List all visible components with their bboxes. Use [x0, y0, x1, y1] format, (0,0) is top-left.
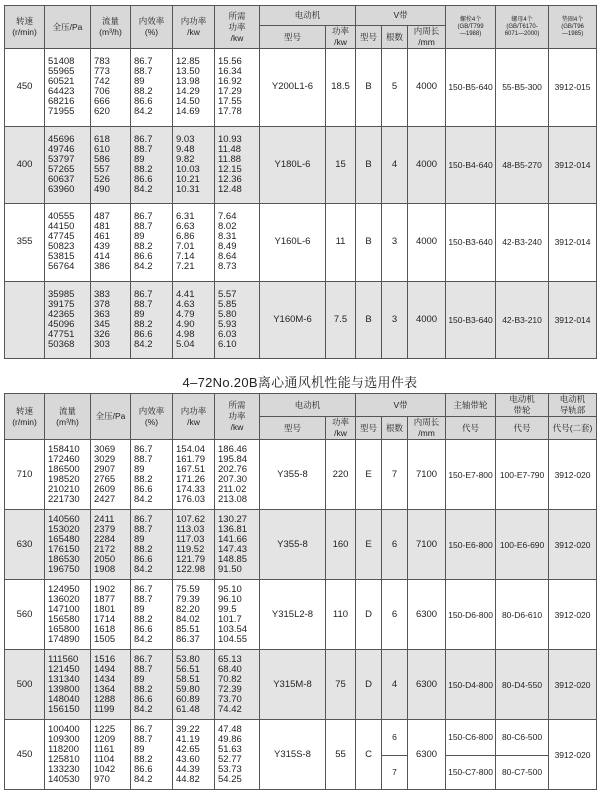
cell-motor-power: 55 [326, 720, 356, 790]
header-main-pulley-code: 代号 [446, 417, 496, 440]
cell-belt-count: 5 [382, 49, 408, 127]
cell-nut: 55-B5-300 [496, 49, 549, 127]
header-motor-model: 型号 [260, 26, 326, 49]
cell-bolt: 150-B3-640 [446, 204, 496, 282]
cell-motor-power: 11 [326, 204, 356, 282]
cell-belt-count: 7 [382, 440, 408, 510]
cell-speed: 400 [5, 126, 45, 204]
cell-required-power: 65.13 68.40 70.82 72.39 73.70 74.42 [215, 650, 260, 720]
header-pressure: 全压/Pa [91, 394, 131, 440]
cell-motor-pulley-code: 80-D4-550 [496, 650, 549, 720]
header-motor: 电动机 [260, 6, 356, 26]
cell-motor-model: Y355-8 [260, 440, 326, 510]
cell-required-power: 130.27 136.81 141.66 147.43 148.85 91.50 [215, 510, 260, 580]
cell-flow: 783 773 742 706 666 620 [91, 49, 131, 127]
performance-table-1 [4, 5, 597, 359]
cell-motor-power: 7.5 [326, 281, 356, 359]
header-main-pulley: 主轴带轮 [446, 394, 496, 417]
cell-motor-power: 15 [326, 126, 356, 204]
cell-speed: 630 [5, 510, 45, 580]
table-row [5, 580, 597, 650]
header-efficiency: 内效率 (%) [131, 394, 173, 440]
cell-efficiency: 86.7 88.7 89 88.2 86.6 84.2 [131, 720, 173, 790]
header-belt-model: 型号 [356, 417, 382, 440]
cell-required-power: 15.56 16.34 16.92 17.29 17.55 17.78 [215, 49, 260, 127]
cell-main-pulley-code [446, 720, 496, 790]
cell-speed: 450 [5, 49, 45, 127]
cell-motor-power: 75 [326, 650, 356, 720]
cell-belt-length: 4000 [408, 126, 446, 204]
cell-speed: 560 [5, 580, 45, 650]
cell-pressure: 1902 1877 1801 1714 1618 1505 [91, 580, 131, 650]
header-speed: 转速 (r/min) [5, 394, 45, 440]
cell-inner-power: 12.85 13.50 13.98 14.29 14.50 14.69 [173, 49, 215, 127]
cell-belt-length: 6300 [408, 650, 446, 720]
cell-nut: 48-B5-270 [496, 126, 549, 204]
table-row [5, 650, 597, 720]
cell-speed: 500 [5, 650, 45, 720]
cell-speed: 355 [5, 204, 45, 282]
header-efficiency: 内效率 (%) [131, 6, 173, 49]
cell-motor-power: 110 [326, 580, 356, 650]
cell-nut: 42-B3-210 [496, 281, 549, 359]
cell-motor-pulley-code-b: 80-C7-500 [496, 755, 548, 790]
cell-flow: 100400 109300 118200 125810 133230 140530 [45, 720, 91, 790]
header-motor-rail-code: 代号(二套) [549, 417, 597, 440]
header-belt-model: 型号 [356, 26, 382, 49]
cell-efficiency: 86.7 88.7 89 88.2 86.6 84.2 [131, 49, 173, 127]
cell-main-pulley-code: 150-D4-800 [446, 650, 496, 720]
cell-speed: 710 [5, 440, 45, 510]
cell-efficiency: 86.7 88.7 89 88.2 86.6 84.2 [131, 580, 173, 650]
cell-belt-model: C [356, 720, 382, 790]
cell-efficiency: 86.7 88.7 89 88.2 86.6 84.2 [131, 126, 173, 204]
cell-belt-length: 6300 [408, 580, 446, 650]
cell-washer: 3912-014 [549, 204, 597, 282]
table-row [5, 510, 597, 580]
cell-required-power: 10.93 11.48 11.88 12.15 12.36 12.48 [215, 126, 260, 204]
cell-belt-count-a: 6 [392, 732, 397, 743]
cell-inner-power: 107.62 113.03 117.03 119.52 121.79 122.98 [173, 510, 215, 580]
cell-washer: 3912-014 [549, 126, 597, 204]
cell-belt-model: B [356, 49, 382, 127]
header-speed: 转速 (r/min) [5, 6, 45, 49]
cell-pressure: 51408 55965 60521 64423 68216 71955 [45, 49, 91, 127]
performance-table-2 [4, 393, 597, 790]
header-pressure: 全压/Pa [45, 6, 91, 49]
cell-belt-length: 4000 [408, 49, 446, 127]
table-row [5, 281, 597, 359]
cell-pressure: 40555 44150 47745 50823 53815 56764 [45, 204, 91, 282]
cell-inner-power: 75.59 79.39 82.20 84.02 85.51 86.37 [173, 580, 215, 650]
cell-efficiency: 86.7 88.7 89 88.2 86.6 84.2 [131, 650, 173, 720]
header-belt-length: 内周长 /mm [408, 417, 446, 440]
header-vbelt: V带 [356, 394, 446, 417]
cell-efficiency: 86.7 88.7 89 88.2 86.6 84.2 [131, 204, 173, 282]
cell-main-pulley-code: 150-E7-800 [446, 440, 496, 510]
header-washer: 垫圈4个 (GB/T96 —1985) [549, 6, 597, 49]
header-motor-pulley: 电动机 带轮 [496, 394, 549, 417]
cell-flow: 140560 153020 165480 176150 186530 196750 [45, 510, 91, 580]
cell-motor-rail-code: 3912-020 [549, 510, 597, 580]
header-belt-count: 根数 [382, 417, 408, 440]
header-bolt: 螺栓4个 (GB/T799 —1988) [446, 6, 496, 49]
cell-belt-count: 4 [382, 650, 408, 720]
cell-flow: 111560 121450 131340 139800 148040 156150 [45, 650, 91, 720]
cell-belt-count: 6 [382, 510, 408, 580]
cell-belt-model: B [356, 126, 382, 204]
cell-belt-length: 7100 [408, 440, 446, 510]
cell-belt-length: 4000 [408, 281, 446, 359]
cell-efficiency: 86.7 88.7 89 88.2 86.6 84.2 [131, 281, 173, 359]
header-flow: 流量 (m³/h) [45, 394, 91, 440]
cell-flow: 158410 172460 186500 198520 210210 221730 [45, 440, 91, 510]
cell-belt-model: E [356, 510, 382, 580]
cell-main-pulley-code: 150-D6-800 [446, 580, 496, 650]
cell-bolt: 150-B5-640 [446, 49, 496, 127]
header-inner-power: 内功率 /kw [173, 6, 215, 49]
header-motor-power: 功率 /kw [326, 417, 356, 440]
cell-belt-count: 3 [382, 281, 408, 359]
cell-motor-rail-code: 3912-020 [549, 720, 597, 790]
header-required-power: 所需 功率 /kw [215, 6, 260, 49]
cell-main-pulley-code: 150-E6-800 [446, 510, 496, 580]
cell-required-power: 186.46 195.84 202.76 207.30 211.02 213.08 [215, 440, 260, 510]
cell-pressure: 3069 3029 2907 2765 2609 2427 [91, 440, 131, 510]
cell-belt-model: B [356, 204, 382, 282]
cell-motor-model: Y180L-6 [260, 126, 326, 204]
table-row [5, 720, 597, 790]
cell-belt-model: E [356, 440, 382, 510]
cell-belt-length: 4000 [408, 204, 446, 282]
cell-nut: 42-B3-240 [496, 204, 549, 282]
cell-required-power: 95.10 96.10 99.5 101.7 103.54 104.55 [215, 580, 260, 650]
cell-flow: 124950 136020 147100 156580 165800 174890 [45, 580, 91, 650]
cell-motor-power: 160 [326, 510, 356, 580]
cell-motor-model: Y315L2-8 [260, 580, 326, 650]
cell-motor-model: Y160L-6 [260, 204, 326, 282]
cell-flow: 383 378 363 345 326 303 [91, 281, 131, 359]
header-motor-rail: 电动机 导轨部 [549, 394, 597, 417]
cell-main-pulley-code-a: 150-C6-800 [448, 732, 493, 743]
cell-motor-pulley-code: 80-D6-610 [496, 580, 549, 650]
cell-inner-power: 154.04 161.79 167.51 171.26 174.33 176.03 [173, 440, 215, 510]
cell-pressure: 35985 39175 42365 45096 47751 50368 [45, 281, 91, 359]
header-motor-power: 功率 /kw [326, 26, 356, 49]
cell-inner-power: 4.41 4.63 4.79 4.90 4.98 5.04 [173, 281, 215, 359]
table-row [5, 49, 597, 127]
cell-inner-power: 53.80 56.51 58.51 59.80 60.89 61.48 [173, 650, 215, 720]
cell-speed: 450 [5, 720, 45, 790]
cell-flow: 487 481 461 439 414 386 [91, 204, 131, 282]
cell-bolt: 150-B3-640 [446, 281, 496, 359]
cell-motor-model: Y200L1-6 [260, 49, 326, 127]
cell-motor-model: Y160M-6 [260, 281, 326, 359]
cell-belt-count: 4 [382, 126, 408, 204]
cell-motor-power: 220 [326, 440, 356, 510]
cell-motor-rail-code: 3912-020 [549, 440, 597, 510]
cell-motor-pulley-code: 100-E7-790 [496, 440, 549, 510]
header-vbelt: V带 [356, 6, 446, 26]
cell-pressure: 1225 1209 1161 1104 1042 970 [91, 720, 131, 790]
cell-belt-length: 7100 [408, 510, 446, 580]
cell-pressure: 45696 49746 53797 57265 60637 63960 [45, 126, 91, 204]
header-required-power: 所需 功率 /kw [215, 394, 260, 440]
cell-belt-count: 3 [382, 204, 408, 282]
cell-belt-count-b: 7 [382, 755, 407, 790]
cell-belt-model: D [356, 650, 382, 720]
cell-main-pulley-code-b: 150-C7-800 [446, 755, 495, 790]
cell-belt-count [382, 720, 408, 790]
cell-motor-power: 18.5 [326, 49, 356, 127]
header-inner-power: 内功率 /kw [173, 394, 215, 440]
cell-washer: 3912-014 [549, 281, 597, 359]
table-2-title: 4–72No.20B离心通风机性能与选用件表 [182, 375, 418, 390]
header-motor-pulley-code: 代号 [496, 417, 549, 440]
cell-inner-power: 6.31 6.63 6.86 7.01 7.14 7.21 [173, 204, 215, 282]
cell-motor-rail-code: 3912-020 [549, 580, 597, 650]
cell-efficiency: 86.7 88.7 89 88.2 86.6 84.2 [131, 440, 173, 510]
cell-pressure: 2411 2379 2284 2172 2050 1908 [91, 510, 131, 580]
cell-motor-model: Y355-8 [260, 510, 326, 580]
header-flow: 流量 (m³/h) [91, 6, 131, 49]
cell-belt-model: B [356, 281, 382, 359]
cell-motor-pulley-code: 100-E6-690 [496, 510, 549, 580]
header-nut: 螺母4个 (GB/T6170- 6071—2000) [496, 6, 549, 49]
cell-motor-pulley-code [496, 720, 549, 790]
cell-pressure: 1516 1494 1434 1364 1288 1199 [91, 650, 131, 720]
cell-bolt: 150-B4-640 [446, 126, 496, 204]
cell-motor-model: Y315S-8 [260, 720, 326, 790]
cell-flow: 618 610 586 557 526 490 [91, 126, 131, 204]
table-row [5, 126, 597, 204]
cell-belt-count: 6 [382, 580, 408, 650]
cell-required-power: 47.48 49.86 51.63 52.77 53.73 54.25 [215, 720, 260, 790]
table-row [5, 440, 597, 510]
cell-required-power: 5.57 5.85 5.80 5.93 6.03 6.10 [215, 281, 260, 359]
cell-motor-rail-code: 3912-020 [549, 650, 597, 720]
cell-motor-pulley-code-a: 80-C6-500 [501, 732, 543, 743]
cell-belt-model: D [356, 580, 382, 650]
header-belt-count: 根数 [382, 26, 408, 49]
cell-speed [5, 281, 45, 359]
header-motor-model: 型号 [260, 417, 326, 440]
table-row [5, 204, 597, 282]
cell-motor-model: Y315M-8 [260, 650, 326, 720]
header-belt-length: 内周长 /mm [408, 26, 446, 49]
cell-efficiency: 86.7 88.7 89 88.2 86.6 84.2 [131, 510, 173, 580]
cell-inner-power: 9.03 9.48 9.82 10.03 10.21 10.31 [173, 126, 215, 204]
cell-washer: 3912-015 [549, 49, 597, 127]
cell-belt-length: 6300 [408, 720, 446, 790]
header-motor: 电动机 [260, 394, 356, 417]
cell-required-power: 7.64 8.02 8.31 8.49 8.64 8.73 [215, 204, 260, 282]
cell-inner-power: 39.22 41.19 42.65 43.60 44.39 44.82 [173, 720, 215, 790]
